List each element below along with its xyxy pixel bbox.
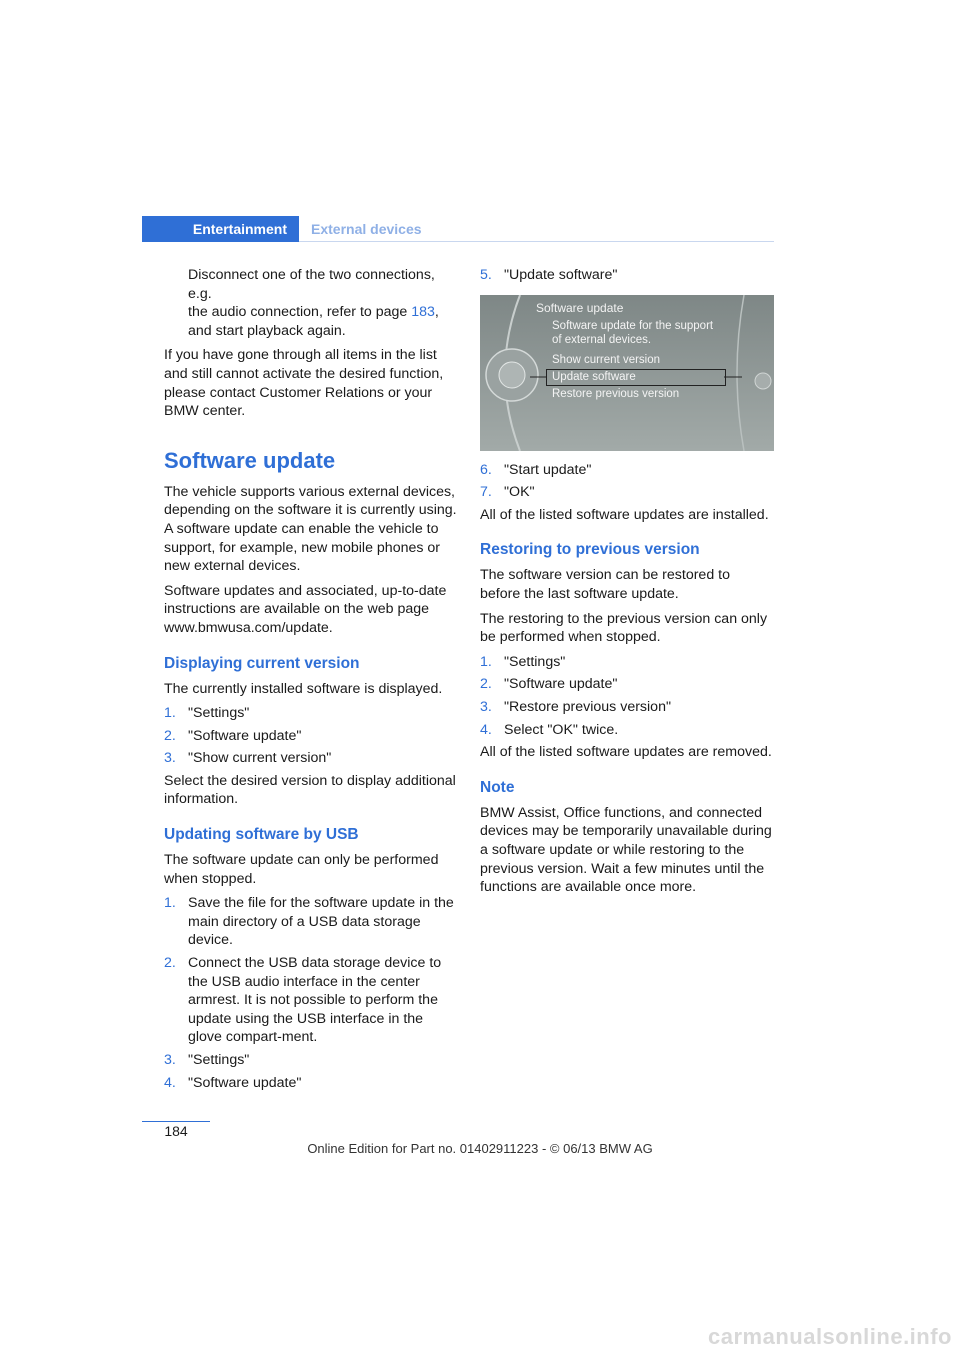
step-text: "Show current version" bbox=[188, 750, 332, 767]
list-item bbox=[480, 721, 774, 740]
header-rule bbox=[299, 241, 774, 242]
step-number: 1. bbox=[164, 895, 176, 912]
step-text: "Restore previous version" bbox=[504, 698, 671, 715]
list-item bbox=[480, 461, 774, 480]
list-item bbox=[164, 704, 460, 723]
installed-note: All of the listed software updates are installed. bbox=[480, 506, 769, 523]
step-number: 2. bbox=[164, 955, 176, 972]
step-number: 4. bbox=[480, 721, 492, 738]
screen-menu-item: Software update for the support bbox=[552, 319, 714, 332]
page-number: 184 bbox=[164, 1123, 188, 1139]
list-item bbox=[480, 653, 774, 672]
restore-steps bbox=[480, 653, 774, 739]
step-number: 2. bbox=[480, 676, 492, 693]
step-number: 4. bbox=[164, 1074, 176, 1091]
intro-line-3: and start playback again. bbox=[188, 322, 346, 339]
subsection-title: External devices bbox=[311, 221, 422, 237]
restore-para-2: The restoring to the previous version can only be performed when stopped. bbox=[480, 610, 768, 646]
usb-steps bbox=[164, 894, 460, 1092]
intro-comma: , bbox=[434, 304, 439, 321]
left-column bbox=[164, 266, 460, 1096]
software-para-1: The vehicle supports various external devices, depending on the software it is currently using. A software update can enable the vehicle to support, for example, new mobile phones or new external devices. bbox=[164, 483, 457, 575]
step-text: "Software update" bbox=[188, 727, 302, 744]
screen-menu-item: of external devices. bbox=[552, 333, 652, 346]
restore-heading: Restoring to previous version bbox=[480, 541, 700, 559]
usb-intro: The software update can only be performed when stopped. bbox=[164, 852, 439, 887]
restore-para-1: The software version can be restored to before the last software update. bbox=[480, 567, 730, 602]
step-text: "Settings" bbox=[504, 653, 566, 670]
step-number: 7. bbox=[480, 484, 492, 501]
step-number: 3. bbox=[164, 750, 176, 767]
selection-highlight bbox=[546, 369, 726, 386]
step-text: Connect the USB data storage device to the USB audio interface in the center armrest. It is not possible to perform the update using the USB interface in the glove compart-ment. bbox=[188, 955, 442, 1046]
step-number: 6. bbox=[480, 461, 492, 478]
step-text: "OK" bbox=[504, 484, 535, 501]
step-text: Select "OK" twice. bbox=[504, 721, 619, 738]
list-item bbox=[164, 954, 460, 1047]
step-number: 1. bbox=[164, 705, 176, 722]
list-item bbox=[164, 727, 460, 746]
step-5-list bbox=[480, 266, 774, 285]
list-item bbox=[164, 1051, 460, 1070]
usb-heading: Updating software by USB bbox=[164, 826, 359, 844]
step-text: "Software update" bbox=[504, 676, 618, 693]
list-item bbox=[480, 266, 774, 285]
step-number: 2. bbox=[164, 727, 176, 744]
list-item bbox=[164, 749, 460, 768]
contact-paragraph: If you have gone through all items in the list and still cannot activate the desired function, please contact Customer Relations or your BMW center. bbox=[164, 347, 444, 420]
step-text: "Settings" bbox=[188, 1052, 250, 1068]
steps-6-7 bbox=[480, 461, 774, 502]
list-item bbox=[480, 483, 774, 502]
list-item bbox=[480, 675, 774, 694]
section-tab: Entertainment bbox=[142, 216, 299, 242]
step-text: Save the file for the software update in the main directory of a USB data storage device. bbox=[188, 895, 454, 949]
page-link-183[interactable]: 183 bbox=[411, 304, 435, 321]
screen-menu-item-selected: Update software bbox=[552, 370, 636, 383]
list-item bbox=[164, 1074, 460, 1093]
intro-line-2: the audio connection, refer to page bbox=[188, 304, 412, 321]
watermark: carmanualsonline.info bbox=[708, 1324, 952, 1349]
removed-note: All of the listed software updates are removed. bbox=[480, 744, 772, 761]
display-after: Select the desired version to display additional information. bbox=[164, 772, 456, 808]
footer: Online Edition for Part no. 01402911223 - © 06/13 BMW AG bbox=[307, 1141, 653, 1156]
note-text: BMW Assist, Office functions, and connected devices may be temporarily unavailable during a software update or while restoring to the previous version. Wait a few minutes until the functions are available once more. bbox=[480, 804, 772, 896]
step-text: "Settings" bbox=[188, 705, 250, 722]
idrive-screen-image bbox=[480, 295, 774, 451]
step-text: "Software update" bbox=[188, 1074, 302, 1091]
section-title: Software update bbox=[164, 447, 336, 473]
screen-menu-item: Restore previous version bbox=[552, 387, 680, 400]
step-number: 3. bbox=[480, 698, 492, 715]
display-version-heading: Displaying current version bbox=[164, 654, 360, 672]
step-text: "Start update" bbox=[504, 461, 592, 478]
display-steps bbox=[164, 704, 460, 768]
note-heading: Note bbox=[480, 778, 515, 796]
screen-title: Software update bbox=[536, 300, 624, 315]
intro-paragraph bbox=[164, 266, 460, 340]
step-text: "Update software" bbox=[504, 267, 618, 283]
page-header bbox=[142, 216, 774, 242]
display-intro: The currently installed software is displayed. bbox=[164, 680, 443, 697]
list-item bbox=[480, 698, 774, 717]
step-number: 1. bbox=[480, 653, 492, 670]
intro-line-1: Disconnect one of the two connections, e.g. bbox=[188, 267, 435, 302]
software-para-2: Software updates and associated, up-to-date instructions are available on the web page www.bmwusa.com/update. bbox=[164, 582, 447, 636]
screen-menu-item: Show current version bbox=[552, 353, 661, 366]
step-number: 5. bbox=[480, 267, 492, 283]
right-column bbox=[480, 266, 774, 903]
list-item bbox=[164, 894, 460, 950]
step-number: 3. bbox=[164, 1052, 176, 1068]
